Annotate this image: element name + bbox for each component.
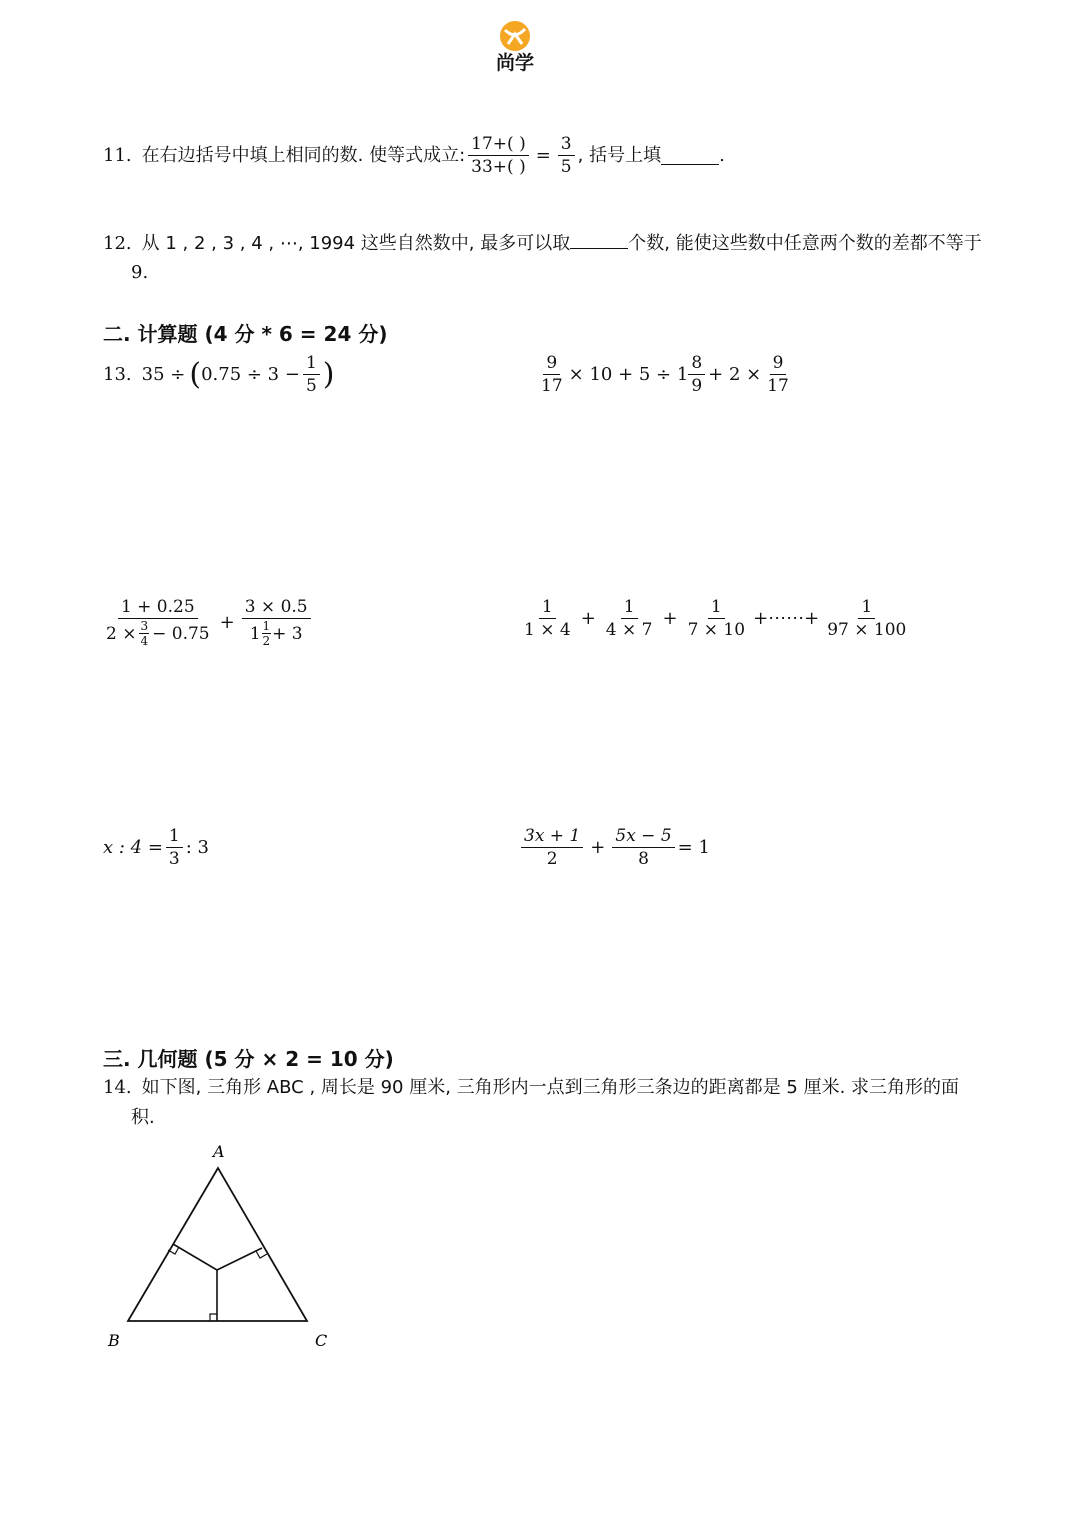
question-12-continued: 9.	[131, 262, 149, 283]
logo-icon	[490, 20, 540, 52]
right-angle-mark	[256, 1251, 267, 1258]
question-14	[103, 1075, 959, 1101]
question-11: 11. 在右边括号中填上相同的数. 使等式成立: $\frac{17+( )}{33+( )}$ = $\frac{3}{5}$ , 括号上填 .	[103, 134, 725, 177]
answer-blank[interactable]	[570, 230, 628, 249]
question-12	[103, 230, 982, 257]
question-number: 11.	[103, 144, 132, 166]
question-text: 从 1 , 2 , 3 , 4 , ⋯, 1994 这些自然数中, 最多可以取	[141, 233, 571, 254]
logo-text: 尚学	[495, 52, 534, 74]
question-text: 在右边括号中填上相同的数. 使等式成立:	[141, 144, 466, 166]
right-angle-mark	[168, 1247, 179, 1254]
expression-13c: 1 + 0.25 2 × $\frac{3}{4}$ − 0.75 + 3 × 0.5 1 $\frac{1}{2}$ + 3	[100, 596, 314, 648]
answer-blank[interactable]	[661, 146, 719, 165]
question-number: 12.	[103, 233, 132, 254]
right-angle-mark	[210, 1314, 217, 1321]
section-title: 三. 几何题 (5 分 × 2 = 10 分)	[103, 1047, 394, 1071]
vertex-label-c: C	[315, 1331, 328, 1350]
perpendicular-ac	[217, 1248, 262, 1270]
section-title: 二. 计算题 (4 分 * 6 = 24 分)	[103, 322, 388, 346]
vertex-label-a: A	[213, 1142, 225, 1161]
perpendicular-ab	[173, 1244, 217, 1270]
expression-13e: x : 4 = $\frac{1}{3}$ : 3	[103, 826, 209, 869]
fraction: $\frac{17+( )}{33+( )}$	[468, 133, 529, 178]
question-14-continued: 积.	[131, 1107, 155, 1128]
question-text-tail: , 括号上填	[577, 144, 662, 166]
question-text: 个数, 能使这些数中任意两个数的差都不等于	[628, 233, 982, 254]
fraction: $\frac{3}{5}$	[558, 133, 575, 178]
expression-13d: $\frac{1}{1 \times 4}$ + $\frac{1}{4 \times 7}$ + $\frac{1}{7 \times 10}$ +⋯⋯+ $\frac{1}{97 \times 100}$	[524, 597, 907, 640]
question-number: 13.	[103, 364, 132, 385]
expression-13b: $\frac{9}{17}$ × 10 + 5 ÷ 1 $\frac{8}{9}$ + 2 × $\frac{9}{17}$	[541, 353, 789, 396]
triangle-figure	[95, 1138, 355, 1358]
expression-13f: $\frac{3x + 1}{2}$ + $\frac{5x - 5}{8}$ = 1	[518, 825, 710, 870]
question-text: 如下图, 三角形 ABC , 周长是 90 厘米, 三角形内一点到三角形三条边的距离都是 5 厘米. 求三角形的面	[141, 1077, 960, 1098]
vertex-label-b: B	[108, 1331, 120, 1350]
expression-13a: 13. 35 ÷ ( 0.75 ÷ 3 − $\frac{1}{5}$ )	[103, 353, 335, 396]
question-number: 14.	[103, 1077, 132, 1098]
logo	[490, 20, 540, 75]
